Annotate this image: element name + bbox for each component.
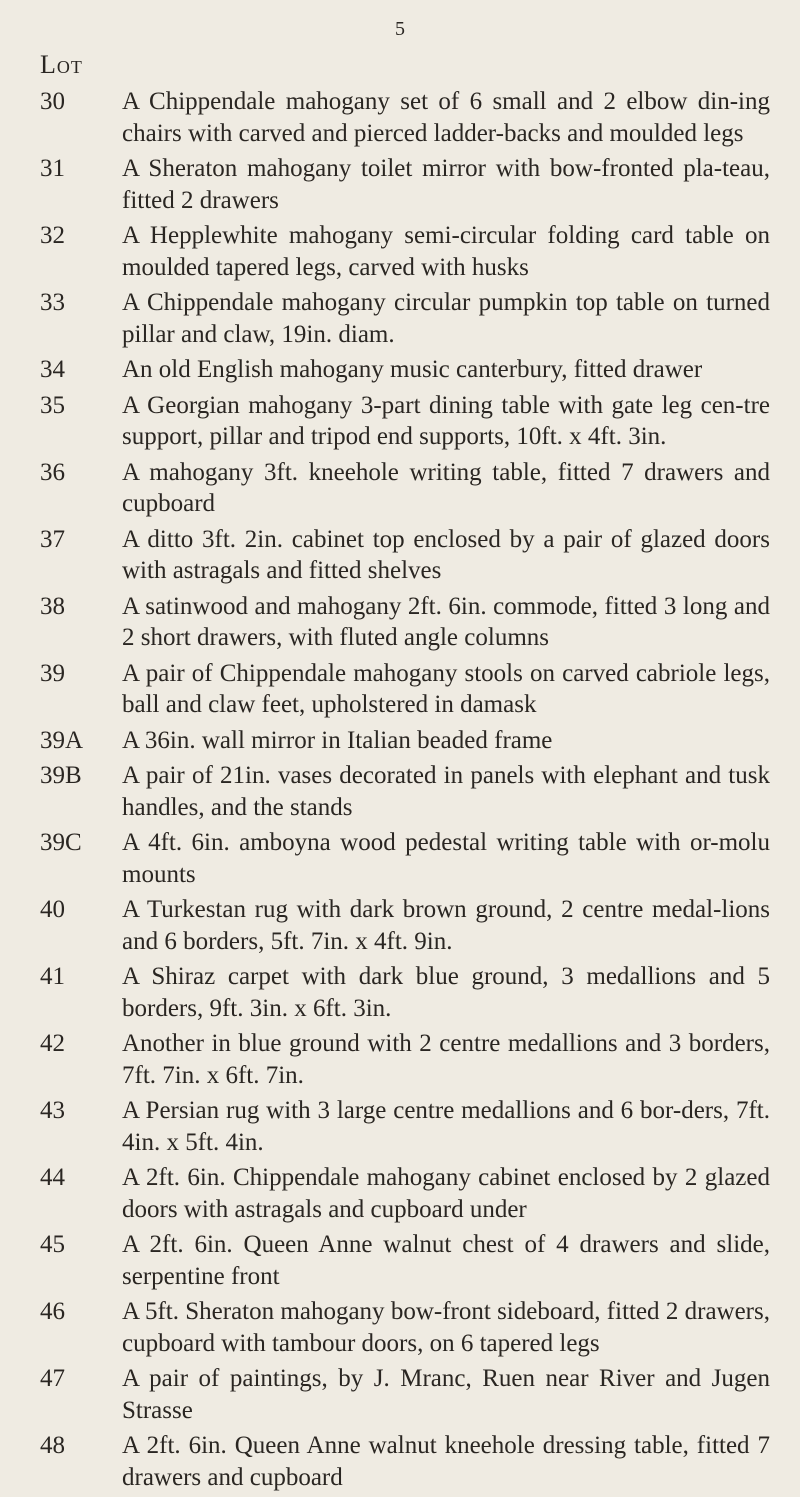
lot-number: 47 [40, 1365, 65, 1392]
lot-number: 39 [40, 659, 65, 687]
page-number: 5 [395, 18, 405, 40]
lot-entry [0, 591, 800, 654]
lot-entry [0, 1363, 800, 1426]
lot-column-header: Lot [40, 50, 83, 79]
lot-number: 30 [40, 88, 65, 115]
lot-number: 42 [40, 1030, 65, 1057]
lot-description: A Hepplewhite mahogany semi-circular folding card table on moulded tapered legs, carved with husks [122, 222, 770, 281]
lot-description: A Chippendale mahogany set of 6 small and 2 elbow din-ing chairs with carved and pierced ladder-backs and moulded legs [122, 88, 770, 147]
lot-entry [0, 1430, 800, 1493]
lot-entry [0, 220, 800, 283]
lot-entry [0, 153, 800, 216]
lot-description: A mahogany 3ft. kneehole writing table, fitted 7 drawers and cupboard [122, 458, 770, 517]
lot-description: A satinwood and mahogany 2ft. 6in. commode, fitted 3 long and 2 short drawers, with fluted angle columns [122, 592, 770, 651]
lot-list [0, 86, 800, 1497]
lot-number: 44 [40, 1164, 65, 1191]
lot-description: A Chippendale mahogany circular pumpkin top table on turned pillar and claw, 19in. diam. [122, 289, 770, 348]
lot-entry [0, 1095, 800, 1158]
lot-description: A 2ft. 6in. Queen Anne walnut kneehole dressing table, fitted 7 drawers and cupboard [122, 1432, 770, 1491]
lot-description: A 4ft. 6in. amboyna wood pedestal writing table with or-molu mounts [122, 829, 770, 888]
lot-number: 31 [40, 155, 65, 182]
lot-entry [0, 86, 800, 149]
lot-description: Another in blue ground with 2 centre medallions and 3 borders, 7ft. 7in. x 6ft. 7in. [122, 1030, 770, 1089]
lot-number: 45 [40, 1231, 65, 1258]
lot-number: 43 [40, 1097, 65, 1124]
lot-number: 39B [40, 762, 82, 789]
lot-number: 37 [40, 525, 65, 553]
lot-entry [0, 760, 800, 823]
lot-number: 33 [40, 289, 65, 316]
lot-description: A pair of 21in. vases decorated in panels with elephant and tusk handles, and the stands [122, 762, 770, 821]
lot-description: An old English mahogany music canterbury, fitted drawer [122, 356, 703, 383]
lot-number: 46 [40, 1298, 65, 1325]
lot-number: 39A [40, 726, 84, 754]
lot-description: A pair of Chippendale mahogany stools on carved cabriole legs, ball and claw feet, upholstered in damask [122, 659, 770, 718]
lot-entry [0, 725, 800, 757]
lot-description: A 2ft. 6in. Chippendale mahogany cabinet enclosed by 2 glazed doors with astragals and cupboard under [122, 1164, 770, 1223]
lot-description: A Persian rug with 3 large centre medallions and 6 bor-ders, 7ft. 4in. x 5ft. 4in. [122, 1097, 770, 1156]
lot-entry [0, 354, 800, 386]
lot-number: 48 [40, 1432, 65, 1459]
lot-number: 39C [40, 829, 82, 856]
lot-entry [0, 1028, 800, 1091]
lot-entry [0, 1296, 800, 1359]
lot-entry [0, 524, 800, 587]
lot-description: A Sheraton mahogany toilet mirror with bow-fronted pla-teau, fitted 2 drawers [122, 155, 770, 214]
lot-entry [0, 658, 800, 721]
lot-description: A pair of paintings, by J. Mranc, Ruen near River and Jugen Strasse [122, 1365, 770, 1424]
lot-description: A Turkestan rug with dark brown ground, 2 centre medal-lions and 6 borders, 5ft. 7in. x 4ft. 9in. [122, 896, 770, 955]
lot-description: A 36in. wall mirror in Italian beaded frame [122, 726, 553, 754]
lot-number: 34 [40, 356, 65, 383]
lot-number: 32 [40, 222, 65, 249]
lot-number: 36 [40, 458, 65, 486]
lot-entry [0, 894, 800, 957]
lot-entry [0, 827, 800, 890]
lot-description: A 5ft. Sheraton mahogany bow-front sideboard, fitted 2 drawers, cupboard with tambour doors, on 6 tapered legs [122, 1298, 770, 1357]
lot-description: A 2ft. 6in. Queen Anne walnut chest of 4 drawers and slide, serpentine front [122, 1231, 770, 1290]
lot-number: 35 [40, 391, 65, 419]
lot-number: 40 [40, 896, 65, 923]
lot-entry [0, 1162, 800, 1225]
lot-number: 41 [40, 963, 65, 990]
lot-entry [0, 457, 800, 520]
lot-entry [0, 961, 800, 1024]
lot-description: A Georgian mahogany 3-part dining table with gate leg cen-tre support, pillar and tripod end supports, 10ft. x 4ft. 3in. [122, 391, 770, 450]
lot-number: 38 [40, 592, 65, 620]
lot-entry [0, 287, 800, 350]
lot-entry [0, 390, 800, 453]
lot-entry [0, 1229, 800, 1292]
lot-description: A ditto 3ft. 2in. cabinet top enclosed by a pair of glazed doors with astragals and fitted shelves [122, 525, 770, 584]
lot-description: A Shiraz carpet with dark blue ground, 3 medallions and 5 borders, 9ft. 3in. x 6ft. 3in. [122, 963, 770, 1022]
